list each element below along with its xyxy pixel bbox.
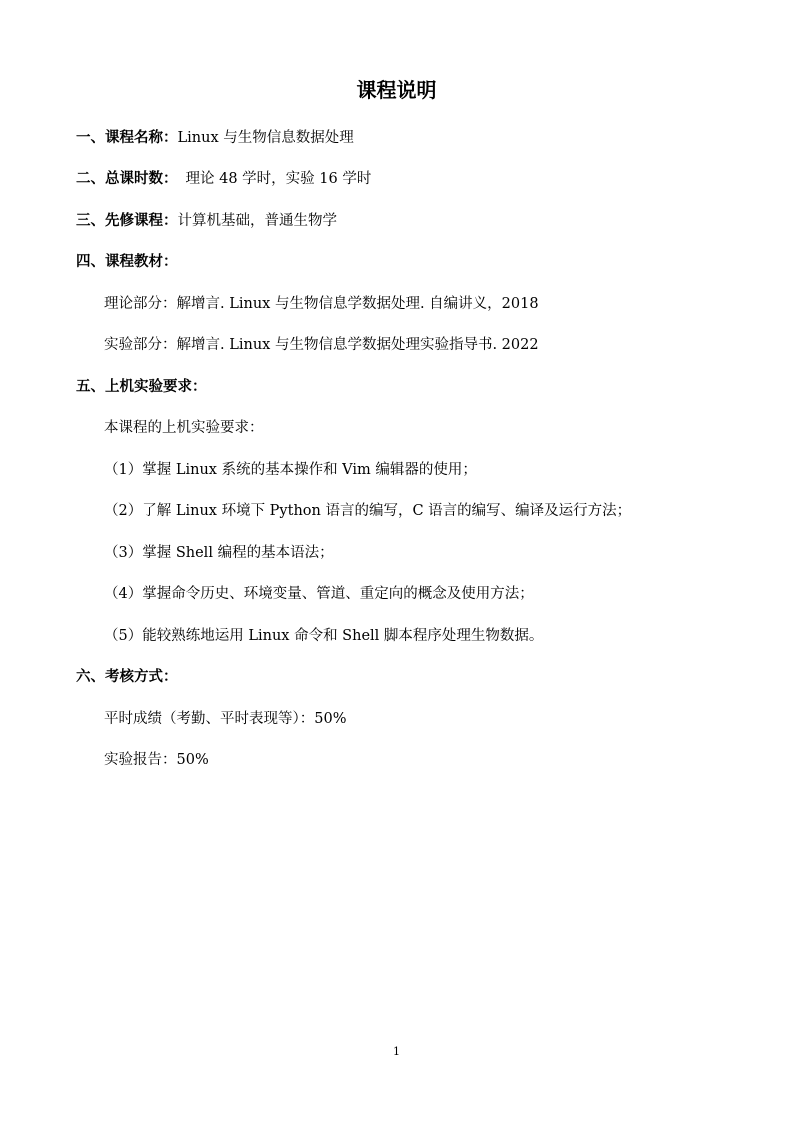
lab-requirement-item: （4）掌握命令历史、环境变量、管道、重定向的概念及使用方法； [104, 586, 534, 602]
lab-requirements-intro: 本课程的上机实验要求： [104, 420, 264, 436]
lab-requirement-item: （3）掌握 Shell 编程的基本语法； [104, 545, 334, 561]
textbook-lab: 实验部分：解增言. Linux 与生物信息学数据处理实验指导书. 2022 [104, 337, 539, 353]
lab-requirements-heading: 五、上机实验要求： [76, 379, 207, 395]
course-name-label: 一、课程名称： [76, 130, 178, 146]
course-name-value: Linux 与生物信息数据处理 [177, 130, 354, 146]
page-title: 课程说明 [356, 78, 437, 102]
lab-requirement-item: （1）掌握 Linux 系统的基本操作和 Vim 编辑器的使用； [104, 462, 477, 478]
total-hours-value: 理论 48 学时，实验 16 学时 [185, 171, 372, 187]
page-number: 1 [393, 1045, 400, 1058]
prerequisite-value: 计算机基础，普通生物学 [177, 213, 337, 229]
lab-requirement-item: （5）能较熟练地运用 Linux 命令和 Shell 脚本程序处理生物数据。 [104, 628, 544, 644]
assessment-report: 实验报告：50% [104, 752, 209, 768]
assessment-regular: 平时成绩（考勤、平时表现等）：50% [104, 711, 347, 727]
textbook-theory: 理论部分：解增言. Linux 与生物信息学数据处理. 自编讲义，2018 [104, 296, 539, 312]
prerequisite-row [76, 209, 337, 233]
lab-requirement-item: （2）了解 Linux 环境下 Python 语言的编写，C 语言的编写、编译及运行方法； [104, 503, 632, 519]
total-hours-row [76, 167, 371, 191]
assessment-heading: 六、考核方式： [76, 669, 178, 685]
course-name-row [76, 126, 354, 150]
textbook-heading: 四、课程教材： [76, 254, 178, 270]
total-hours-label: 二、总课时数： [76, 171, 178, 187]
prerequisite-label: 三、先修课程： [76, 213, 178, 229]
